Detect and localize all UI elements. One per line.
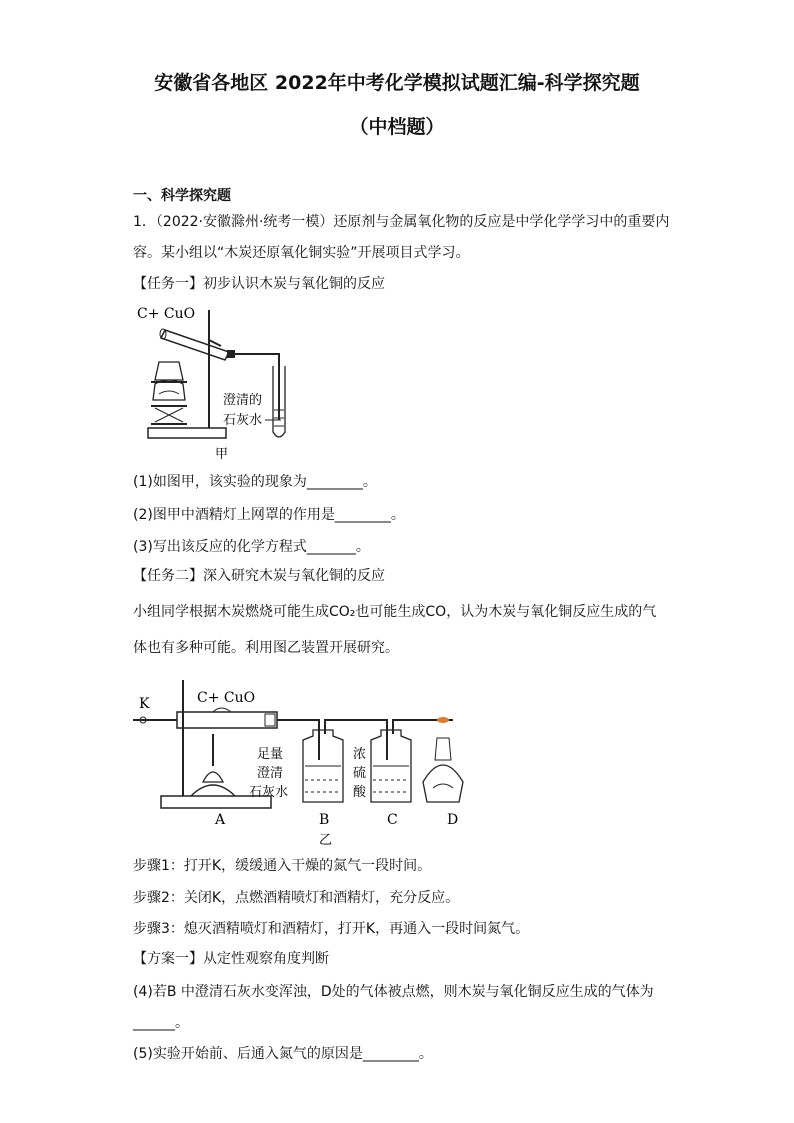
document-title-line2: （中档题） [349,116,445,138]
question-4-line1: (4)若B 中澄清石灰水变浑浊，D处的气体被点燃，则木炭与氧化铜反应生成的气体为 [133,984,654,1000]
step-1: 步骤1：打开K，缓缓通入干燥的氮气一段时间。 [133,858,432,874]
fig1-caption: 甲 [215,447,229,462]
paragraph-line1: 小组同学根据木炭燃烧可能生成CO₂也可能生成CO，认为木炭与氧化铜反应生成的气 [133,604,657,620]
fig2-caption: 乙 [319,833,333,848]
fig2-label-a: A [215,812,226,828]
fig1-limewater-label-1: 澄清的 [223,393,263,408]
fig2-c-label-1: 浓 [353,747,367,762]
figure-jia-apparatus [133,300,303,462]
section-heading: 一、科学探究题 [133,188,231,204]
fig1-limewater-label-2: 石灰水 [223,413,263,428]
question-3: (3)写出该反应的化学方程式_______。 [133,539,370,555]
fig2-c-label-2: 硫 [353,766,367,781]
document-title-line1: 安徽省各地区 2022年中考化学模拟试题汇编-科学探究题 [154,72,640,94]
step-3: 步骤3：熄灭酒精喷灯和酒精灯，打开K，再通入一段时间氮气。 [133,921,530,937]
question-intro-line2: 容。某小组以“木炭还原氧化铜实验”开展项目式学习。 [133,245,470,261]
fig2-b-label-2: 澄清 [257,766,284,781]
fig2-reagent-label: C+ CuO [197,690,256,706]
step-2: 步骤2：关闭K，点燃酒精喷灯和酒精灯，充分反应。 [133,890,460,906]
question-2: (2)图甲中酒精灯上网罩的作用是________。 [133,507,405,523]
fig2-valve-label: K [139,696,150,712]
question-1: (1)如图甲，该实验的现象为________。 [133,474,377,490]
task2-heading: 【任务二】深入研究木炭与氧化铜的反应 [133,568,385,584]
fig1-reagent-label: C+ CuO [137,306,196,322]
fig2-label-b: B [319,812,330,828]
question-5: (5)实验开始前、后通入氮气的原因是________。 [133,1046,433,1062]
paragraph-line2: 体也有多种可能。利用图乙装置开展研究。 [133,640,399,656]
question-4-line2: ______。 [133,1015,189,1031]
figure-yi-apparatus [133,670,483,850]
question-intro-line1: 1．（2022·安徽滁州·统考一模）还原剂与金属氧化物的反应是中学化学学习中的重要内 [133,214,670,230]
fig2-c-label-3: 酸 [353,785,367,800]
fig2-label-c: C [387,812,398,828]
fig2-label-d: D [447,812,459,828]
fig2-b-label-3: 石灰水 [249,785,289,800]
fig2-b-label-1: 足量 [257,747,284,762]
plan1-heading: 【方案一】从定性观察角度判断 [133,951,329,967]
task1-heading: 【任务一】初步认识木炭与氧化铜的反应 [133,276,385,292]
